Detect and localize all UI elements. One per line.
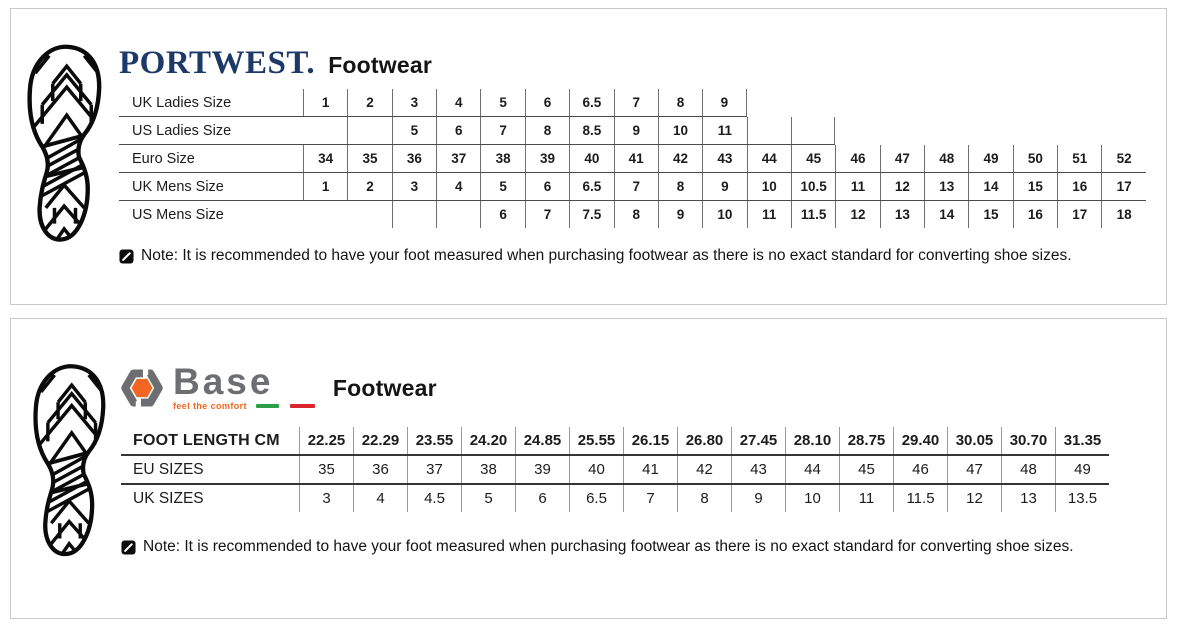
size-cell: 11 <box>702 117 746 144</box>
size-cell: 3 <box>392 173 436 200</box>
size-row <box>121 485 1109 512</box>
base-tagline: feel the comfort <box>173 401 247 411</box>
row-label: EU SIZES <box>133 460 204 478</box>
portwest-size-table <box>119 89 1146 228</box>
size-cell: 8.5 <box>569 117 613 144</box>
size-cell: 42 <box>658 145 702 172</box>
size-cell: 12 <box>835 201 879 228</box>
size-cell: 11 <box>747 201 791 228</box>
size-cell: 47 <box>880 145 924 172</box>
size-cell: 30.05 <box>947 427 1001 454</box>
portwest-panel <box>10 8 1167 305</box>
size-cell: 11 <box>835 173 879 200</box>
size-cell: 6.5 <box>569 173 613 200</box>
size-cell: 13.5 <box>1055 485 1109 512</box>
size-cell: 7 <box>623 485 677 512</box>
base-note <box>121 538 1074 556</box>
size-cell: 10 <box>702 201 746 228</box>
size-cell: 27.45 <box>731 427 785 454</box>
size-cell: 10.5 <box>791 173 835 200</box>
size-cell: 49 <box>1055 456 1109 483</box>
green-flag-bar <box>256 404 279 408</box>
size-cell: 8 <box>658 89 702 116</box>
size-cell: 44 <box>747 145 791 172</box>
size-cell: 41 <box>623 456 677 483</box>
size-cell: 26.80 <box>677 427 731 454</box>
size-cell: 17 <box>1101 173 1145 200</box>
size-cell: 2 <box>347 89 391 116</box>
size-row <box>119 201 1146 228</box>
size-cell: 34 <box>303 145 347 172</box>
size-cell: 8 <box>525 117 569 144</box>
size-cell <box>347 201 391 228</box>
row-label: US Ladies Size <box>132 122 232 139</box>
row-label: US Mens Size <box>132 206 224 223</box>
size-cell: 38 <box>480 145 524 172</box>
size-cell: 39 <box>515 456 569 483</box>
base-panel <box>10 318 1167 619</box>
size-cell: 31.35 <box>1055 427 1109 454</box>
size-cell: 24.85 <box>515 427 569 454</box>
size-cell: 14 <box>968 173 1012 200</box>
size-row <box>119 117 835 145</box>
size-cell: 46 <box>835 145 879 172</box>
size-cell: 35 <box>347 145 391 172</box>
size-cell <box>347 117 391 144</box>
size-cell: 22.25 <box>299 427 353 454</box>
size-cell <box>791 117 835 144</box>
size-cell <box>303 117 347 144</box>
size-cell: 37 <box>436 145 480 172</box>
pen-note-icon <box>119 249 134 264</box>
size-cell: 7.5 <box>569 201 613 228</box>
size-cell: 16 <box>1057 173 1101 200</box>
size-cell: 47 <box>947 456 1001 483</box>
size-cell: 36 <box>392 145 436 172</box>
size-cell: 7 <box>614 89 658 116</box>
size-row <box>119 145 1146 173</box>
size-cell: 40 <box>569 456 623 483</box>
size-cell: 48 <box>1001 456 1055 483</box>
size-cell: 43 <box>702 145 746 172</box>
size-cell: 9 <box>658 201 702 228</box>
size-cell: 5 <box>392 117 436 144</box>
size-cell: 6 <box>525 89 569 116</box>
size-cell: 4.5 <box>407 485 461 512</box>
base-logo: Base <box>173 361 274 402</box>
row-label: UK Ladies Size <box>132 94 232 111</box>
size-cell: 30.70 <box>1001 427 1055 454</box>
size-cell: 28.10 <box>785 427 839 454</box>
portwest-footwear-title: Footwear <box>328 52 433 78</box>
note-text: Note: It is recommended to have your foot measured when purchasing footwear as there is no exact standard for converting shoe sizes. <box>143 538 1074 555</box>
size-cell <box>436 201 480 228</box>
size-row <box>121 427 1109 456</box>
size-cell: 3 <box>299 485 353 512</box>
size-cell: 12 <box>947 485 1001 512</box>
size-cell: 11.5 <box>791 201 835 228</box>
size-cell: 13 <box>1001 485 1055 512</box>
base-tagline-row <box>173 401 315 411</box>
size-cell: 25.55 <box>569 427 623 454</box>
size-cell: 29.40 <box>893 427 947 454</box>
size-cell: 13 <box>880 201 924 228</box>
size-cell: 1 <box>303 173 347 200</box>
size-cell: 7 <box>614 173 658 200</box>
size-cell: 8 <box>658 173 702 200</box>
shoe-sole-print-icon <box>23 41 107 247</box>
pen-note-icon <box>121 540 136 555</box>
size-cell: 41 <box>614 145 658 172</box>
size-cell: 9 <box>702 173 746 200</box>
size-cell: 4 <box>353 485 407 512</box>
size-cell <box>392 201 436 228</box>
size-cell: 10 <box>747 173 791 200</box>
red-flag-bar <box>290 404 315 408</box>
shoe-sole-print-icon <box>27 363 113 559</box>
size-cell: 5 <box>480 89 524 116</box>
base-bolt-logo-icon <box>121 367 163 409</box>
size-cell: 11 <box>839 485 893 512</box>
size-cell <box>747 117 791 144</box>
size-cell: 24.20 <box>461 427 515 454</box>
size-cell <box>303 201 347 228</box>
size-cell: 6 <box>525 173 569 200</box>
size-cell: 8 <box>614 201 658 228</box>
size-cell: 48 <box>924 145 968 172</box>
size-cell: 23.55 <box>407 427 461 454</box>
size-cell: 6 <box>436 117 480 144</box>
size-cell: 5 <box>480 173 524 200</box>
portwest-note <box>119 247 1072 265</box>
size-cell: 50 <box>1013 145 1057 172</box>
base-size-table <box>121 427 1109 512</box>
size-cell: 2 <box>347 173 391 200</box>
size-row <box>119 173 1146 201</box>
size-cell: 7 <box>525 201 569 228</box>
size-cell: 44 <box>785 456 839 483</box>
size-row <box>121 456 1109 485</box>
size-cell: 52 <box>1101 145 1145 172</box>
size-cell: 10 <box>658 117 702 144</box>
size-cell: 8 <box>677 485 731 512</box>
size-cell: 6 <box>480 201 524 228</box>
size-cell: 7 <box>480 117 524 144</box>
size-cell: 9 <box>731 485 785 512</box>
portwest-logo: PORTWEST. <box>119 45 316 81</box>
size-cell: 35 <box>299 456 353 483</box>
size-cell: 36 <box>353 456 407 483</box>
row-label: UK SIZES <box>133 489 204 507</box>
size-cell: 46 <box>893 456 947 483</box>
portwest-header <box>119 45 432 82</box>
size-cell: 6 <box>515 485 569 512</box>
size-cell: 45 <box>839 456 893 483</box>
size-cell: 4 <box>436 89 480 116</box>
size-cell: 5 <box>461 485 515 512</box>
size-cell: 43 <box>731 456 785 483</box>
size-cell: 6.5 <box>569 485 623 512</box>
size-cell: 13 <box>924 173 968 200</box>
row-label: UK Mens Size <box>132 178 224 195</box>
size-cell: 17 <box>1057 201 1101 228</box>
size-cell: 45 <box>791 145 835 172</box>
size-cell: 1 <box>303 89 347 116</box>
row-label: Euro Size <box>132 150 195 167</box>
size-cell: 40 <box>569 145 613 172</box>
size-cell: 49 <box>968 145 1012 172</box>
base-wordmark-block <box>173 361 315 411</box>
size-cell: 28.75 <box>839 427 893 454</box>
size-cell: 38 <box>461 456 515 483</box>
size-cell: 14 <box>924 201 968 228</box>
size-cell: 37 <box>407 456 461 483</box>
size-cell: 9 <box>702 89 746 116</box>
size-cell: 26.15 <box>623 427 677 454</box>
base-header <box>121 361 437 411</box>
size-cell: 39 <box>525 145 569 172</box>
size-cell: 9 <box>614 117 658 144</box>
size-cell: 3 <box>392 89 436 116</box>
size-cell: 16 <box>1013 201 1057 228</box>
row-label: FOOT LENGTH CM <box>133 431 280 449</box>
size-cell: 10 <box>785 485 839 512</box>
size-cell: 12 <box>880 173 924 200</box>
size-cell: 15 <box>1013 173 1057 200</box>
size-cell: 6.5 <box>569 89 613 116</box>
base-footwear-title: Footwear <box>332 375 437 401</box>
size-cell: 42 <box>677 456 731 483</box>
note-text: Note: It is recommended to have your foot measured when purchasing footwear as there is no exact standard for converting shoe sizes. <box>141 247 1072 264</box>
size-cell: 51 <box>1057 145 1101 172</box>
size-row <box>119 89 747 117</box>
size-cell: 15 <box>968 201 1012 228</box>
size-cell: 22.29 <box>353 427 407 454</box>
size-cell: 18 <box>1101 201 1145 228</box>
size-cell: 4 <box>436 173 480 200</box>
size-cell: 11.5 <box>893 485 947 512</box>
